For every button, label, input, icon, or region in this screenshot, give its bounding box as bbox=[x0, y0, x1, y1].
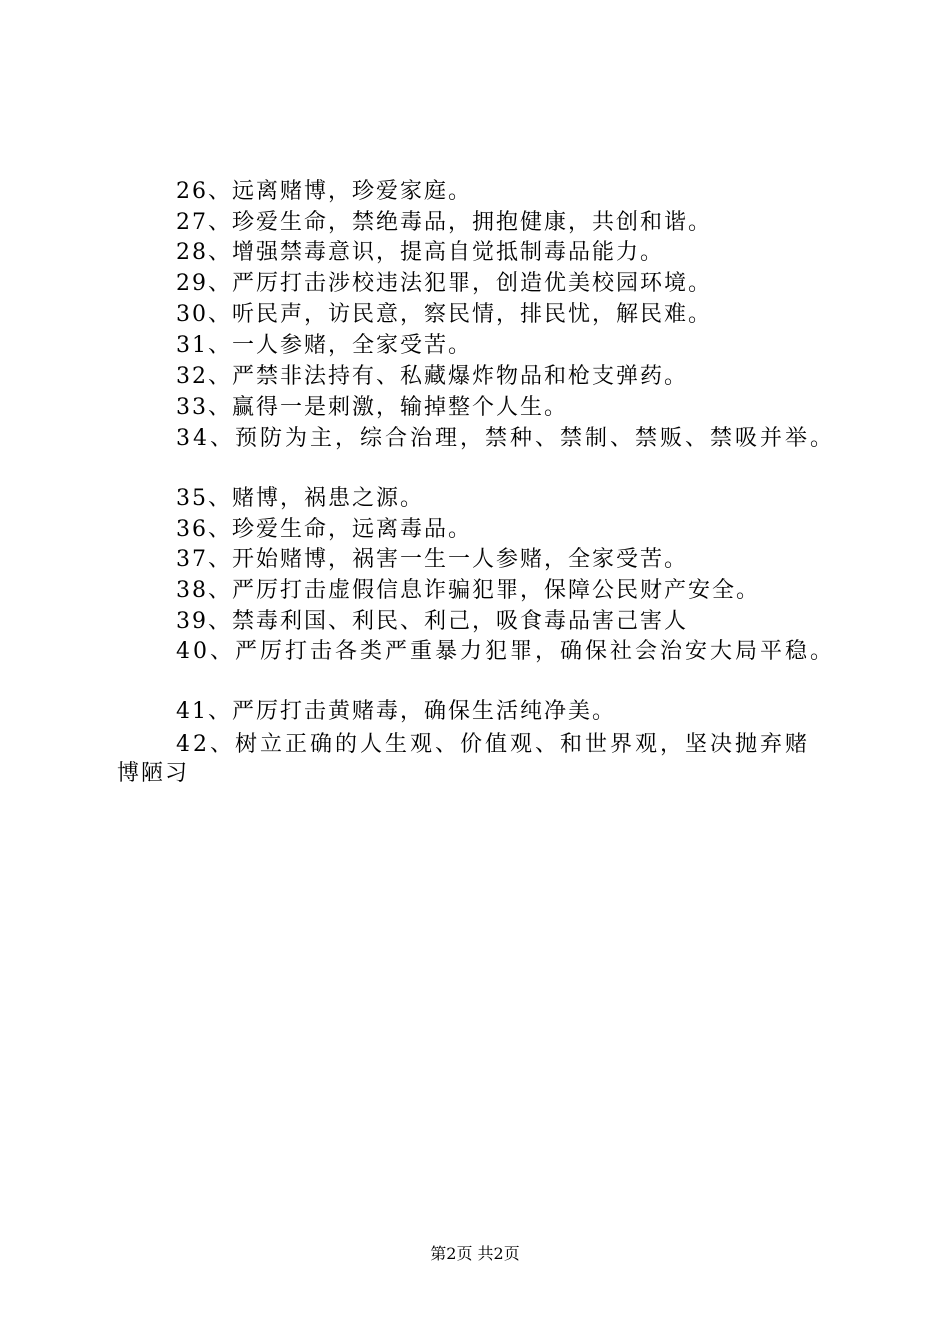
slogan-line-33: 33、赢得一是刺激，输掉整个人生。 bbox=[176, 395, 568, 420]
slogan-line-42: 42、树立正确的人生观、价值观、和世界观，坚决抛弃赌 bbox=[176, 732, 810, 757]
slogan-line-27: 27、珍爱生命，禁绝毒品，拥抱健康，共创和谐。 bbox=[176, 210, 712, 235]
slogan-line-41: 41、严厉打击黄赌毒，确保生活纯净美。 bbox=[176, 699, 616, 724]
slogan-line-31: 31、一人参赌，全家受苦。 bbox=[176, 333, 472, 358]
slogan-line-39: 39、禁毒利国、利民、利己，吸食毒品害己害人 bbox=[176, 609, 688, 634]
slogan-line-37: 37、开始赌博，祸害一生一人参赌，全家受苦。 bbox=[176, 547, 688, 572]
slogan-line-26: 26、远离赌博，珍爱家庭。 bbox=[176, 179, 472, 204]
slogan-line-36: 36、珍爱生命，远离毒品。 bbox=[176, 517, 472, 542]
slogan-line-34: 34、预防为主，综合治理，禁种、禁制、禁贩、禁吸并举。 bbox=[176, 426, 835, 451]
page-number-footer: 第2页 共2页 bbox=[430, 1244, 520, 1263]
slogan-line-29: 29、严厉打击涉校违法犯罪，创造优美校园环境。 bbox=[176, 271, 712, 296]
slogan-line-32: 32、严禁非法持有、私藏爆炸物品和枪支弹药。 bbox=[176, 364, 688, 389]
slogan-line-38: 38、严厉打击虚假信息诈骗犯罪，保障公民财产安全。 bbox=[176, 578, 760, 603]
slogan-line-40: 40、严厉打击各类严重暴力犯罪，确保社会治安大局平稳。 bbox=[176, 639, 835, 664]
slogan-line-42-continued: 博陋习 bbox=[117, 761, 190, 786]
slogan-line-35: 35、赌博，祸患之源。 bbox=[176, 486, 424, 511]
slogan-line-30: 30、听民声，访民意，察民情，排民忧，解民难。 bbox=[176, 302, 712, 327]
slogan-line-28: 28、增强禁毒意识，提高自觉抵制毒品能力。 bbox=[176, 240, 664, 265]
